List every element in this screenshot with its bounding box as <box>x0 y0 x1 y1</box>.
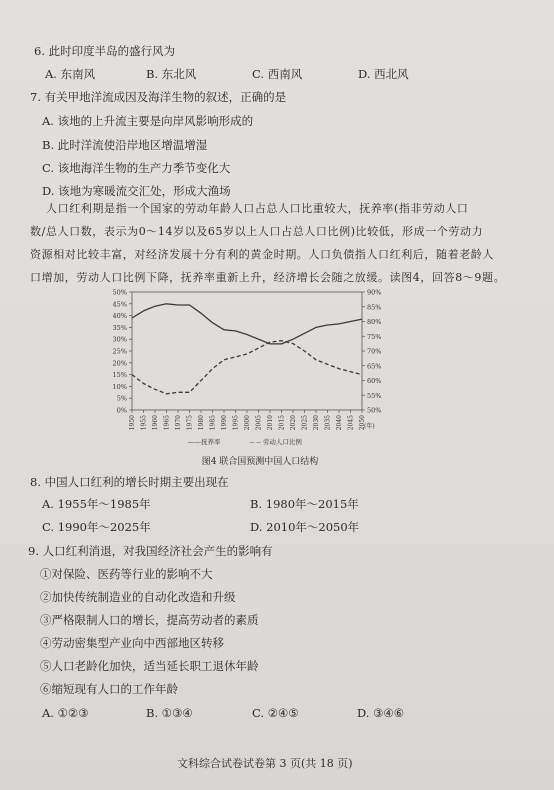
right-axis-tick-label: 50% <box>367 406 382 415</box>
q9-option-d: D. ③④⑥ <box>357 706 405 720</box>
q8-option-a: A. 1955年～1985年 <box>42 497 151 511</box>
q7-option-d: D. 该地为寒暖流交汇处，形成大渔场 <box>42 184 231 198</box>
x-axis-tick-label: 1965 <box>163 415 171 431</box>
dependency-ratio-line <box>132 304 362 344</box>
left-axis-tick-label: 0% <box>116 406 127 415</box>
left-axis-tick-label: 25% <box>112 347 127 356</box>
q6-stem: 6. 此时印度半岛的盛行风为 <box>34 44 176 58</box>
q6-option-b: B. 东北风 <box>146 67 197 81</box>
q9-item-6: ⑥缩短现有人口的工作年龄 <box>40 682 178 696</box>
q8-option-c: C. 1990年～2025年 <box>42 520 151 534</box>
right-axis-tick-label: 60% <box>367 377 382 385</box>
x-axis-tick-label: 1995 <box>232 415 240 431</box>
q9-stem: 9. 人口红利消退，对我国经济社会产生的影响有 <box>28 544 273 558</box>
x-axis-tick-label: 2005 <box>255 415 263 431</box>
x-axis-tick-label: 2040 <box>336 415 343 431</box>
q9-item-4: ④劳动密集型产业向中西部地区转移 <box>40 636 224 650</box>
q7-option-b: B. 此时洋流使沿岸地区增温增湿 <box>42 138 208 152</box>
x-axis-tick-label: 2000 <box>244 415 251 431</box>
right-axis-tick-label: 80% <box>367 318 382 326</box>
right-axis-tick-label: 70% <box>367 347 382 356</box>
q8-option-b: B. 1980年～2015年 <box>250 497 359 511</box>
q6-option-c: C. 西南风 <box>252 67 303 81</box>
q9-option-b: B. ①③④ <box>146 706 193 720</box>
x-axis-unit: (年) <box>364 423 375 430</box>
passage-line-2: 数/总人口数，表示为0～14岁以及65岁以上人口占总人口比例)比较低，形成一个劳动力 <box>30 225 484 238</box>
q8-option-d: D. 2010年～2050年 <box>250 520 360 534</box>
labor-ratio-line <box>132 341 362 394</box>
chart-title: 图4 联合国预测中国人口结构 <box>201 457 319 467</box>
q6-option-d: D. 西北风 <box>358 67 409 81</box>
x-axis-tick-label: 2035 <box>324 415 332 431</box>
right-axis-tick-label: 90% <box>367 288 382 297</box>
left-axis-tick-label: 10% <box>112 382 127 391</box>
x-axis-tick-label: 2045 <box>347 415 355 431</box>
right-axis-tick-label: 85% <box>367 303 382 312</box>
x-axis-tick-label: 1950 <box>129 415 136 431</box>
q7-stem: 7. 有关甲地洋流成因及海洋生物的叙述，正确的是 <box>30 90 287 104</box>
legend-dependency-ratio: ——抚养率 <box>188 438 221 446</box>
x-axis-tick-label: 1955 <box>140 415 148 431</box>
x-axis-tick-label: 1985 <box>209 415 217 431</box>
x-axis-tick-label: 2025 <box>301 415 309 431</box>
left-axis-tick-label: 45% <box>112 300 127 309</box>
q8-stem: 8. 中国人口红利的增长时期主要出现在 <box>30 475 229 489</box>
page-footer: 文科综合试卷试卷第 3 页(共 18 页) <box>177 757 353 770</box>
passage-line-1: 人口红利期是指一个国家的劳动年龄人口占总人口比重较大，抚养率(指非劳动人口 <box>46 202 469 215</box>
right-axis-tick-label: 75% <box>367 332 382 341</box>
x-axis-tick-label: 2015 <box>278 415 286 431</box>
passage-line-4: 口增加，劳动人口比例下降，抚养率重新上升，经济增长会随之放缓。读图4，回答8～9题。 <box>30 271 506 284</box>
x-axis-tick-label: 2010 <box>267 415 274 431</box>
left-axis-tick-label: 50% <box>112 288 127 297</box>
q9-item-2: ②加快传统制造业的自动化改造和升级 <box>40 590 236 604</box>
q9-option-a: A. ①②③ <box>42 706 89 720</box>
x-axis-tick-label: 1970 <box>175 415 182 431</box>
right-axis-tick-label: 55% <box>367 391 382 400</box>
passage-line-3: 资源相对比较丰富，对经济发展十分有利的黄金时期。人口负债指人口红利后，随着老龄人 <box>30 248 494 261</box>
q6-option-a: A. 东南风 <box>45 67 96 81</box>
x-axis-tick-label: 2020 <box>290 415 297 431</box>
q7-option-c: C. 该地海洋生物的生产力季节变化大 <box>42 161 231 175</box>
left-axis-tick-label: 30% <box>112 335 127 344</box>
q9-item-5: ⑤人口老龄化加快，适当延长职工退休年龄 <box>40 659 259 673</box>
q9-item-3: ③严格限制人口的增长，提高劳动者的素质 <box>40 613 259 627</box>
x-axis-tick-label: 1980 <box>198 415 205 431</box>
x-axis-tick-label: 2030 <box>313 415 320 431</box>
left-axis-tick-label: 40% <box>112 312 127 321</box>
x-axis-tick-label: 1990 <box>221 415 228 431</box>
left-axis-tick-label: 35% <box>112 323 127 332</box>
left-axis-tick-label: 20% <box>112 359 127 368</box>
x-axis-tick-label: 1960 <box>152 415 159 431</box>
left-axis-tick-label: 15% <box>112 371 127 380</box>
x-axis-tick-label: 2050 <box>359 415 366 431</box>
q9-item-1: ①对保险、医药等行业的影响不大 <box>40 567 213 581</box>
q9-option-c: C. ②④⑤ <box>252 706 299 720</box>
right-axis-tick-label: 65% <box>367 362 382 371</box>
q7-option-a: A. 该地的上升流主要是向岸风影响形成的 <box>42 114 254 128</box>
x-axis-tick-label: 1975 <box>186 415 194 431</box>
population-structure-chart <box>100 284 420 470</box>
left-axis-tick-label: 5% <box>116 394 127 403</box>
plot-frame <box>132 292 362 410</box>
legend-labor-ratio: -- -- 劳动人口比例 <box>250 438 302 446</box>
